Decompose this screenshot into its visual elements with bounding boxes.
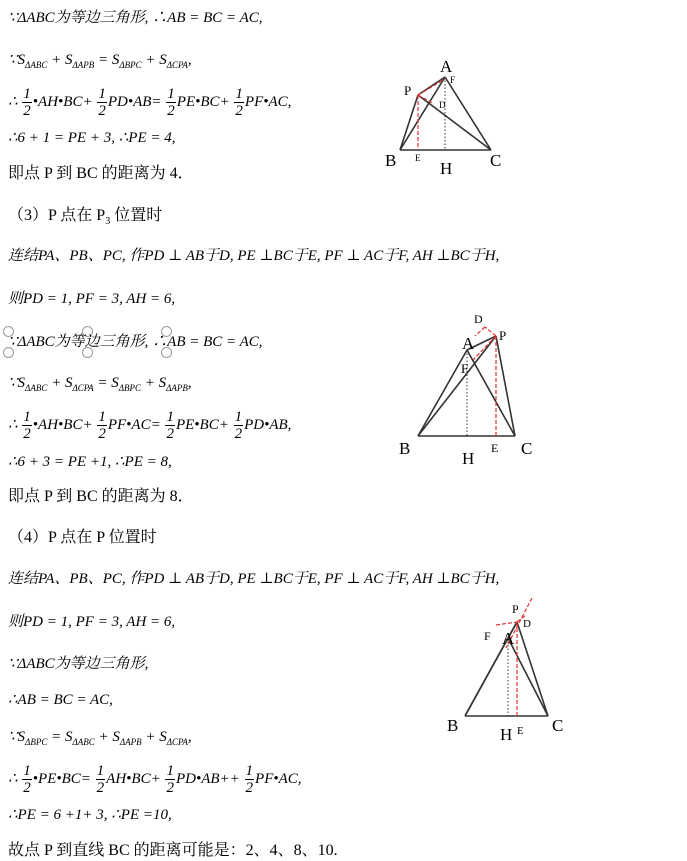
triangle-figure-case4	[438, 598, 573, 748]
text: ,	[187, 52, 192, 68]
term: •PE•BC=	[32, 770, 91, 787]
case4-area-equation	[8, 727, 192, 752]
term: PF•AC,	[244, 93, 292, 110]
subscript: ΔBPC	[25, 737, 48, 747]
label-f: F	[450, 75, 456, 85]
label-b: B	[399, 439, 411, 458]
triangle-figure-case2	[378, 52, 518, 180]
heading-text: （3）P 点在 P	[8, 207, 106, 224]
label-h: H	[440, 159, 453, 178]
subscript: ΔCPA	[72, 383, 94, 393]
subscript: ΔAPB	[119, 737, 142, 747]
text: ,	[187, 729, 192, 745]
fraction-half: $\frac{1}{2}$	[23, 763, 31, 796]
subscript: ΔBPC	[118, 383, 141, 393]
fraction-half: $\frac{1}{2}$	[23, 86, 31, 119]
label-b: B	[447, 716, 459, 735]
label-d: D	[523, 618, 531, 630]
label-e: E	[415, 153, 421, 163]
label-p: P	[404, 83, 412, 98]
label-f: F	[461, 361, 469, 376]
case3-area-equation	[8, 373, 192, 398]
fraction-half: $\frac{1}{2}$	[245, 763, 254, 796]
term: •AH•BC+	[32, 93, 93, 110]
text: + S	[47, 375, 73, 391]
label-c: C	[521, 439, 533, 458]
subscript: ΔABC	[25, 60, 48, 70]
text: + S	[47, 52, 73, 68]
fraction-half: $\frac{1}{2}$	[98, 86, 106, 119]
subscript: ΔAPB	[72, 60, 95, 70]
case2-solve-line: ∴6 + 1 = PE + 3, ∴PE = 4,	[8, 130, 176, 146]
fraction-half: $\frac{1}{2}$	[234, 409, 243, 442]
subscript: ΔABC	[72, 737, 95, 747]
label-d: D	[474, 312, 483, 326]
term: AH•BC+	[106, 770, 161, 787]
fraction-half: $\frac{1}{2}$	[98, 409, 106, 442]
label-d: D	[439, 100, 446, 110]
text: = S	[47, 729, 73, 745]
text: + S	[94, 729, 120, 745]
case3-heading	[8, 206, 162, 232]
case4-heading: （4）P 点在 P 位置时	[8, 529, 157, 546]
label-e: E	[491, 441, 499, 455]
label-a: A	[462, 334, 475, 353]
heading-text: 位置时	[110, 207, 163, 224]
text: ,	[187, 375, 192, 391]
case4-equilateral-line: ∵ΔABC为等边三角形,	[8, 656, 149, 672]
term: PF•AC,	[255, 770, 302, 787]
case3-equilateral-line: ∵ΔABC为等边三角形, ∴AB = BC = AC,	[8, 334, 263, 350]
case4-equal-sides-line: ∴AB = BC = AC,	[8, 692, 113, 708]
case4-half-product-equation	[8, 763, 302, 796]
case2-half-product-equation	[8, 86, 291, 119]
fraction-half: $\frac{1}{2}$	[167, 86, 175, 119]
final-conclusion: 故点 P 到直线 BC 的距离可能是：2、4、8、10.	[8, 842, 338, 859]
subscript: ΔCPA	[166, 60, 188, 70]
term: •AH•BC+	[32, 416, 93, 433]
case2-area-equation	[8, 50, 192, 75]
label-f: F	[484, 629, 491, 643]
label-e: E	[517, 725, 524, 737]
label-p: P	[499, 328, 507, 343]
case2-equilateral-line: ∵ΔABC为等边三角形, ∴AB = BC = AC,	[8, 10, 263, 26]
text: + S	[141, 729, 167, 745]
case3-solve-line: ∴6 + 3 = PE +1, ∴PE = 8,	[8, 454, 172, 470]
case3-conclusion: 即点 P 到 BC 的距离为 8．	[8, 488, 194, 505]
fraction-half: $\frac{1}{2}$	[235, 86, 243, 119]
label-c: C	[552, 716, 564, 735]
text: = S	[93, 375, 119, 391]
subscript: ΔCPA	[166, 737, 188, 747]
case3-given: 则PD = 1, PF = 3, AH = 6,	[8, 291, 176, 307]
label-h: H	[500, 725, 513, 744]
subscript: ΔAPB	[166, 383, 188, 393]
fraction-half: $\frac{1}{2}$	[166, 409, 174, 442]
case4-construction: 连结PA、PB、PC, 作PD ⊥ AB于D, PE ⊥BC于E, PF ⊥ AC于F, AH ⊥BC于H,	[8, 571, 500, 587]
case3-construction: 连结PA、PB、PC, 作PD ⊥ AB于D, PE ⊥BC于E, PF ⊥ AC于F, AH ⊥BC于H,	[8, 248, 500, 264]
therefore: ∴	[8, 770, 18, 787]
text: ∵S	[8, 52, 26, 68]
text: ∵S	[8, 375, 26, 391]
fraction-half: $\frac{1}{2}$	[166, 763, 174, 796]
text: + S	[141, 52, 167, 68]
fraction-half: $\frac{1}{2}$	[23, 409, 31, 442]
term: PD•AB=	[107, 93, 162, 110]
label-b: B	[385, 151, 397, 170]
term: PE•BC+	[176, 93, 230, 110]
case2-conclusion: 即点 P 到 BC 的距离为 4．	[8, 165, 194, 182]
case3-half-product-equation	[8, 409, 291, 442]
case4-solve-line: ∴PE = 6 +1+ 3, ∴PE =10,	[8, 807, 172, 823]
fraction-half: $\frac{1}{2}$	[96, 763, 105, 796]
text: = S	[94, 52, 120, 68]
heading-subscript: 3	[105, 216, 111, 228]
label-c: C	[490, 151, 502, 170]
text: + S	[140, 375, 167, 391]
therefore: ∴	[8, 416, 18, 433]
subscript: ΔABC	[25, 383, 48, 393]
therefore: ∴	[8, 93, 18, 110]
subscript: ΔBPC	[119, 60, 142, 70]
term: PD•AB++	[175, 770, 240, 787]
label-a: A	[440, 57, 453, 76]
term: PE•BC+	[175, 416, 229, 433]
case4-given: 则PD = 1, PF = 3, AH = 6,	[8, 614, 176, 630]
label-p: P	[512, 602, 519, 616]
term: PF•AC=	[107, 416, 161, 433]
text: ∵S	[8, 729, 26, 745]
term: PD•AB,	[244, 416, 292, 433]
label-a: A	[502, 629, 515, 648]
triangle-figure-case3	[390, 306, 550, 471]
label-h: H	[462, 449, 475, 468]
